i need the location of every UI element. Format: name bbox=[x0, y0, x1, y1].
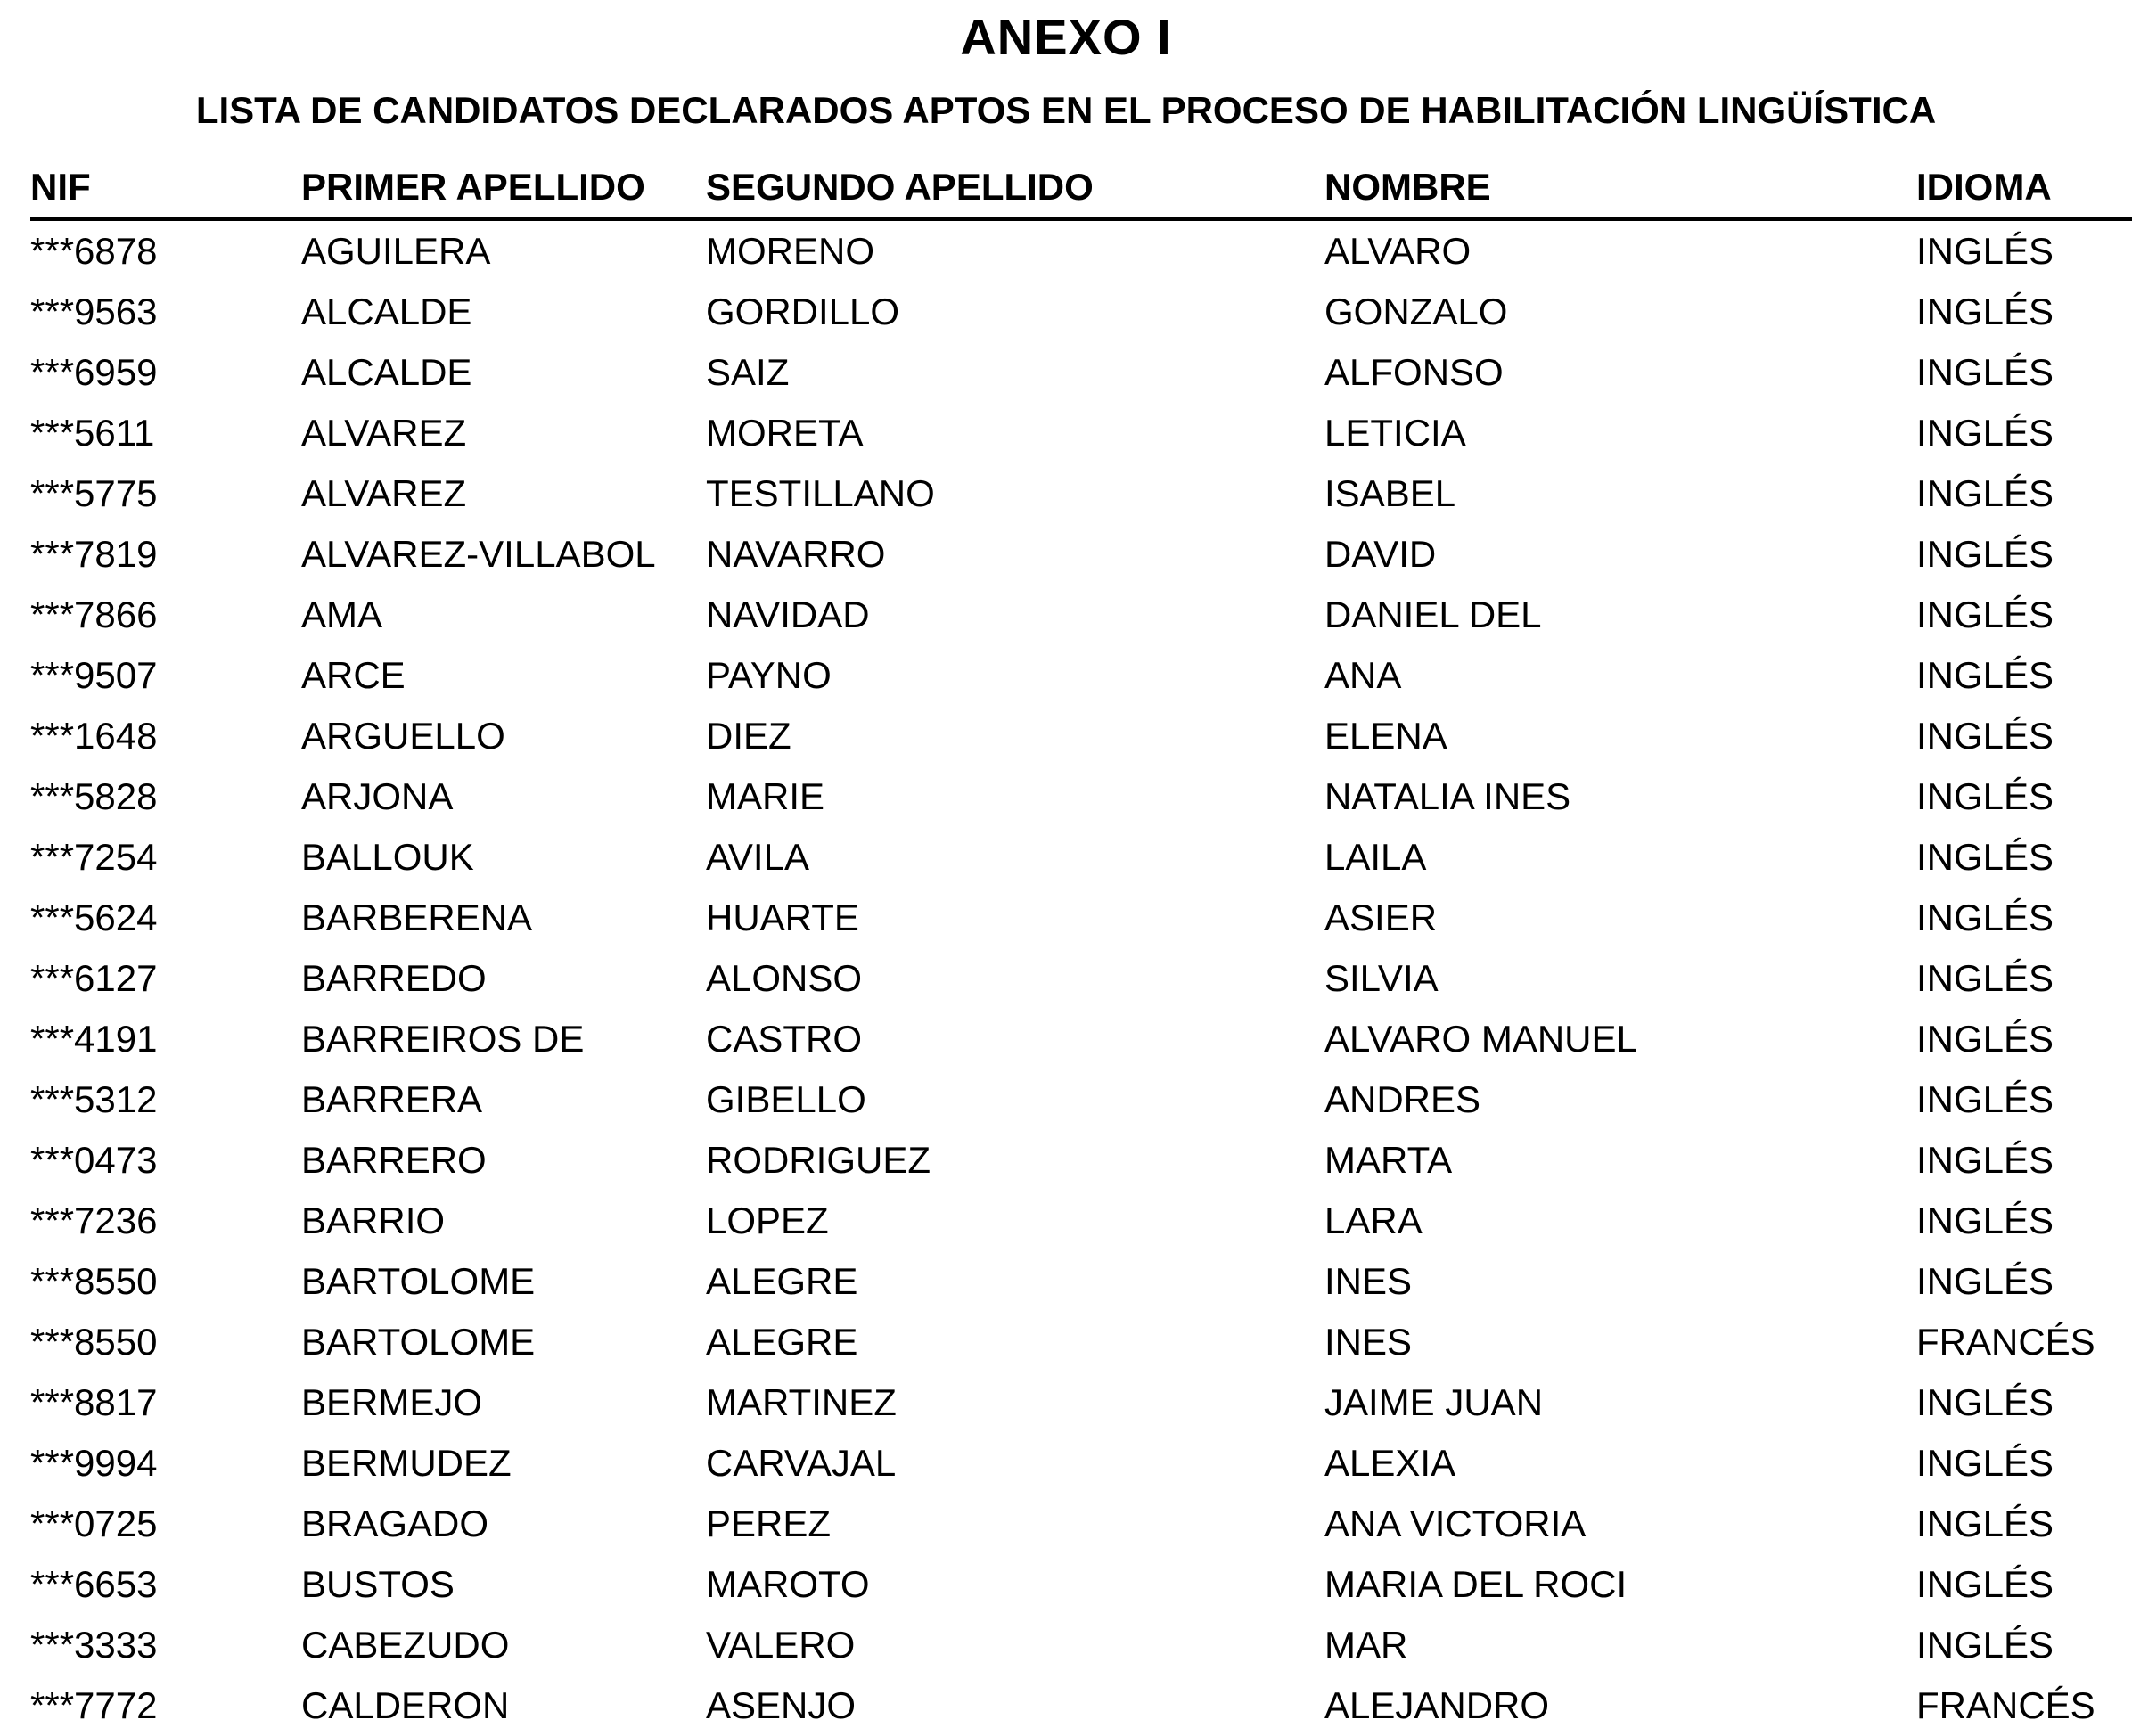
cell-nombre: LAILA bbox=[1324, 836, 1427, 878]
cell-idioma: INGLÉS bbox=[1916, 836, 2054, 878]
cell-primer-apellido: AMA bbox=[301, 594, 383, 635]
cell-primer-apellido: BARTOLOME bbox=[301, 1321, 536, 1363]
cell-segundo-apellido: MARIE bbox=[706, 775, 825, 817]
cell-nif: ***5611 bbox=[30, 412, 155, 454]
cell-segundo-apellido: NAVARRO bbox=[706, 533, 886, 575]
cell-nif: ***3333 bbox=[30, 1624, 158, 1666]
cell-segundo-apellido: ALONSO bbox=[706, 957, 863, 999]
cell-nif: ***4191 bbox=[30, 1018, 158, 1060]
cell-primer-apellido: CABEZUDO bbox=[301, 1624, 510, 1666]
cell-idioma: INGLÉS bbox=[1916, 1503, 2054, 1544]
cell-idioma: INGLÉS bbox=[1916, 1442, 2054, 1484]
cell-primer-apellido: BARRERA bbox=[301, 1078, 483, 1120]
cell-nif: ***6127 bbox=[30, 957, 158, 999]
cell-segundo-apellido: MORENO bbox=[706, 230, 874, 272]
cell-idioma: INGLÉS bbox=[1916, 1018, 2054, 1060]
cell-primer-apellido: BUSTOS bbox=[301, 1563, 455, 1605]
cell-primer-apellido: ALVAREZ bbox=[301, 472, 467, 514]
cell-primer-apellido: BERMEJO bbox=[301, 1381, 483, 1423]
cell-segundo-apellido: HUARTE bbox=[706, 897, 859, 938]
cell-nif: ***9563 bbox=[30, 291, 158, 332]
cell-primer-apellido: BRAGADO bbox=[301, 1503, 489, 1544]
cell-segundo-apellido: ASENJO bbox=[706, 1684, 857, 1726]
table-row bbox=[30, 1554, 2132, 1615]
cell-nombre: INES bbox=[1324, 1321, 1413, 1363]
cell-primer-apellido: ARCE bbox=[301, 654, 406, 696]
header-nombre: NOMBRE bbox=[1324, 166, 1491, 208]
cell-primer-apellido: BARBERENA bbox=[301, 897, 533, 938]
cell-nif: ***7236 bbox=[30, 1200, 158, 1241]
table-row bbox=[30, 1675, 2132, 1736]
cell-nif: ***8550 bbox=[30, 1260, 158, 1302]
header-nif: NIF bbox=[30, 166, 91, 208]
cell-nombre: ALFONSO bbox=[1324, 351, 1504, 393]
cell-primer-apellido: BARREDO bbox=[301, 957, 487, 999]
table-row bbox=[30, 1494, 2132, 1554]
cell-primer-apellido: BERMUDEZ bbox=[301, 1442, 512, 1484]
page-title: ANEXO I bbox=[960, 9, 1172, 65]
cell-primer-apellido: ALVAREZ-VILLABOL bbox=[301, 533, 656, 575]
cell-idioma: INGLÉS bbox=[1916, 897, 2054, 938]
cell-nombre: ALEJANDRO bbox=[1324, 1684, 1550, 1726]
cell-primer-apellido: AGUILERA bbox=[301, 230, 491, 272]
table-row bbox=[30, 282, 2132, 342]
table-row bbox=[30, 1009, 2132, 1069]
cell-primer-apellido: ALCALDE bbox=[301, 291, 472, 332]
cell-idioma: FRANCÉS bbox=[1916, 1684, 2095, 1726]
table-row bbox=[30, 827, 2132, 888]
cell-segundo-apellido: VALERO bbox=[706, 1624, 856, 1666]
table-row bbox=[30, 585, 2132, 645]
cell-idioma: FRANCÉS bbox=[1916, 1321, 2095, 1363]
table-row bbox=[30, 766, 2132, 827]
cell-primer-apellido: BARRERO bbox=[301, 1139, 487, 1181]
table-row bbox=[30, 948, 2132, 1009]
cell-nif: ***7772 bbox=[30, 1684, 158, 1726]
cell-segundo-apellido: MAROTO bbox=[706, 1563, 870, 1605]
cell-idioma: INGLÉS bbox=[1916, 1139, 2054, 1181]
cell-nombre: ALVARO MANUEL bbox=[1324, 1018, 1637, 1060]
cell-nombre: ANA bbox=[1324, 654, 1402, 696]
cell-segundo-apellido: MORETA bbox=[706, 412, 864, 454]
cell-nombre: ANA VICTORIA bbox=[1324, 1503, 1587, 1544]
cell-nif: ***5312 bbox=[30, 1078, 158, 1120]
table-row bbox=[30, 463, 2132, 524]
table-row bbox=[30, 403, 2132, 463]
cell-primer-apellido: BARREIROS DE bbox=[301, 1018, 585, 1060]
cell-nombre: ASIER bbox=[1324, 897, 1438, 938]
cell-nif: ***5775 bbox=[30, 472, 158, 514]
table-row bbox=[30, 1191, 2132, 1251]
cell-nif: ***0725 bbox=[30, 1503, 158, 1544]
cell-nombre: ELENA bbox=[1324, 715, 1447, 757]
cell-nombre: DANIEL DEL bbox=[1324, 594, 1542, 635]
cell-nombre: MARIA DEL ROCI bbox=[1324, 1563, 1628, 1605]
table-row bbox=[30, 524, 2132, 585]
table-row bbox=[30, 706, 2132, 766]
cell-nif: ***9994 bbox=[30, 1442, 158, 1484]
cell-segundo-apellido: CASTRO bbox=[706, 1018, 863, 1060]
cell-nif: ***7254 bbox=[30, 836, 158, 878]
cell-nif: ***5828 bbox=[30, 775, 158, 817]
table-row bbox=[30, 1130, 2132, 1191]
cell-nif: ***9507 bbox=[30, 654, 158, 696]
cell-segundo-apellido: AVILA bbox=[706, 836, 809, 878]
cell-nif: ***5624 bbox=[30, 897, 158, 938]
cell-segundo-apellido: ALEGRE bbox=[706, 1260, 858, 1302]
table-row bbox=[30, 1312, 2132, 1372]
cell-primer-apellido: ARJONA bbox=[301, 775, 454, 817]
cell-nif: ***7819 bbox=[30, 533, 158, 575]
cell-idioma: INGLÉS bbox=[1916, 1260, 2054, 1302]
table-row bbox=[30, 1433, 2132, 1494]
cell-idioma: INGLÉS bbox=[1916, 957, 2054, 999]
cell-idioma: INGLÉS bbox=[1916, 1078, 2054, 1120]
cell-idioma: INGLÉS bbox=[1916, 472, 2054, 514]
cell-segundo-apellido: TESTILLANO bbox=[706, 472, 935, 514]
cell-nombre: SILVIA bbox=[1324, 957, 1439, 999]
cell-primer-apellido: BALLOUK bbox=[301, 836, 474, 878]
cell-segundo-apellido: ALEGRE bbox=[706, 1321, 858, 1363]
candidates-table bbox=[30, 157, 2132, 1736]
table-row bbox=[30, 1069, 2132, 1130]
cell-nombre: LARA bbox=[1324, 1200, 1423, 1241]
table-row bbox=[30, 1372, 2132, 1433]
cell-segundo-apellido: LOPEZ bbox=[706, 1200, 829, 1241]
cell-idioma: INGLÉS bbox=[1916, 654, 2054, 696]
table-row bbox=[30, 645, 2132, 706]
cell-primer-apellido: ARGUELLO bbox=[301, 715, 505, 757]
cell-idioma: INGLÉS bbox=[1916, 594, 2054, 635]
cell-primer-apellido: BARRIO bbox=[301, 1200, 446, 1241]
table-header bbox=[30, 157, 2132, 221]
table-body bbox=[30, 221, 2132, 1736]
cell-nombre: ANDRES bbox=[1324, 1078, 1481, 1120]
page-subtitle: LISTA DE CANDIDATOS DECLARADOS APTOS EN EL PROCESO DE HABILITACIÓN LINGÜÍSTICA bbox=[195, 89, 1937, 131]
cell-nombre: JAIME JUAN bbox=[1324, 1381, 1544, 1423]
cell-nombre: ALEXIA bbox=[1324, 1442, 1456, 1484]
cell-segundo-apellido: SAIZ bbox=[706, 351, 790, 393]
cell-segundo-apellido: PEREZ bbox=[706, 1503, 832, 1544]
cell-nif: ***0473 bbox=[30, 1139, 158, 1181]
cell-primer-apellido: CALDERON bbox=[301, 1684, 510, 1726]
cell-nombre: INES bbox=[1324, 1260, 1413, 1302]
table-row bbox=[30, 1251, 2132, 1312]
cell-nif: ***8550 bbox=[30, 1321, 158, 1363]
cell-nif: ***6878 bbox=[30, 230, 158, 272]
cell-idioma: INGLÉS bbox=[1916, 1200, 2054, 1241]
cell-idioma: INGLÉS bbox=[1916, 1381, 2054, 1423]
cell-segundo-apellido: NAVIDAD bbox=[706, 594, 870, 635]
cell-segundo-apellido: GIBELLO bbox=[706, 1078, 866, 1120]
cell-segundo-apellido: GORDILLO bbox=[706, 291, 900, 332]
cell-segundo-apellido: CARVAJAL bbox=[706, 1442, 897, 1484]
cell-nombre: LETICIA bbox=[1324, 412, 1466, 454]
cell-nif: ***8817 bbox=[30, 1381, 158, 1423]
table-row bbox=[30, 342, 2132, 403]
table-row bbox=[30, 1615, 2132, 1675]
table-row bbox=[30, 221, 2132, 282]
cell-primer-apellido: BARTOLOME bbox=[301, 1260, 536, 1302]
cell-segundo-apellido: DIEZ bbox=[706, 715, 791, 757]
cell-nombre: ISABEL bbox=[1324, 472, 1456, 514]
header-primer-apellido: PRIMER APELLIDO bbox=[301, 166, 645, 208]
cell-primer-apellido: ALVAREZ bbox=[301, 412, 467, 454]
cell-primer-apellido: ALCALDE bbox=[301, 351, 472, 393]
cell-idioma: INGLÉS bbox=[1916, 1563, 2054, 1605]
cell-idioma: INGLÉS bbox=[1916, 1624, 2054, 1666]
cell-nif: ***6653 bbox=[30, 1563, 158, 1605]
cell-nombre: GONZALO bbox=[1324, 291, 1508, 332]
header-idioma: IDIOMA bbox=[1916, 166, 2052, 208]
cell-nombre: MAR bbox=[1324, 1624, 1408, 1666]
cell-segundo-apellido: MARTINEZ bbox=[706, 1381, 897, 1423]
cell-nombre: MARTA bbox=[1324, 1139, 1453, 1181]
cell-idioma: INGLÉS bbox=[1916, 775, 2054, 817]
cell-idioma: INGLÉS bbox=[1916, 533, 2054, 575]
cell-idioma: INGLÉS bbox=[1916, 291, 2054, 332]
cell-nif: ***7866 bbox=[30, 594, 158, 635]
header-segundo-apellido: SEGUNDO APELLIDO bbox=[706, 166, 1094, 208]
cell-nombre: NATALIA INES bbox=[1324, 775, 1571, 817]
cell-nombre: DAVID bbox=[1324, 533, 1437, 575]
cell-idioma: INGLÉS bbox=[1916, 230, 2054, 272]
cell-idioma: INGLÉS bbox=[1916, 351, 2054, 393]
table-row bbox=[30, 888, 2132, 948]
cell-nif: ***6959 bbox=[30, 351, 158, 393]
cell-idioma: INGLÉS bbox=[1916, 715, 2054, 757]
cell-segundo-apellido: RODRIGUEZ bbox=[706, 1139, 931, 1181]
cell-idioma: INGLÉS bbox=[1916, 412, 2054, 454]
cell-segundo-apellido: PAYNO bbox=[706, 654, 832, 696]
cell-nif: ***1648 bbox=[30, 715, 158, 757]
cell-nombre: ALVARO bbox=[1324, 230, 1472, 272]
